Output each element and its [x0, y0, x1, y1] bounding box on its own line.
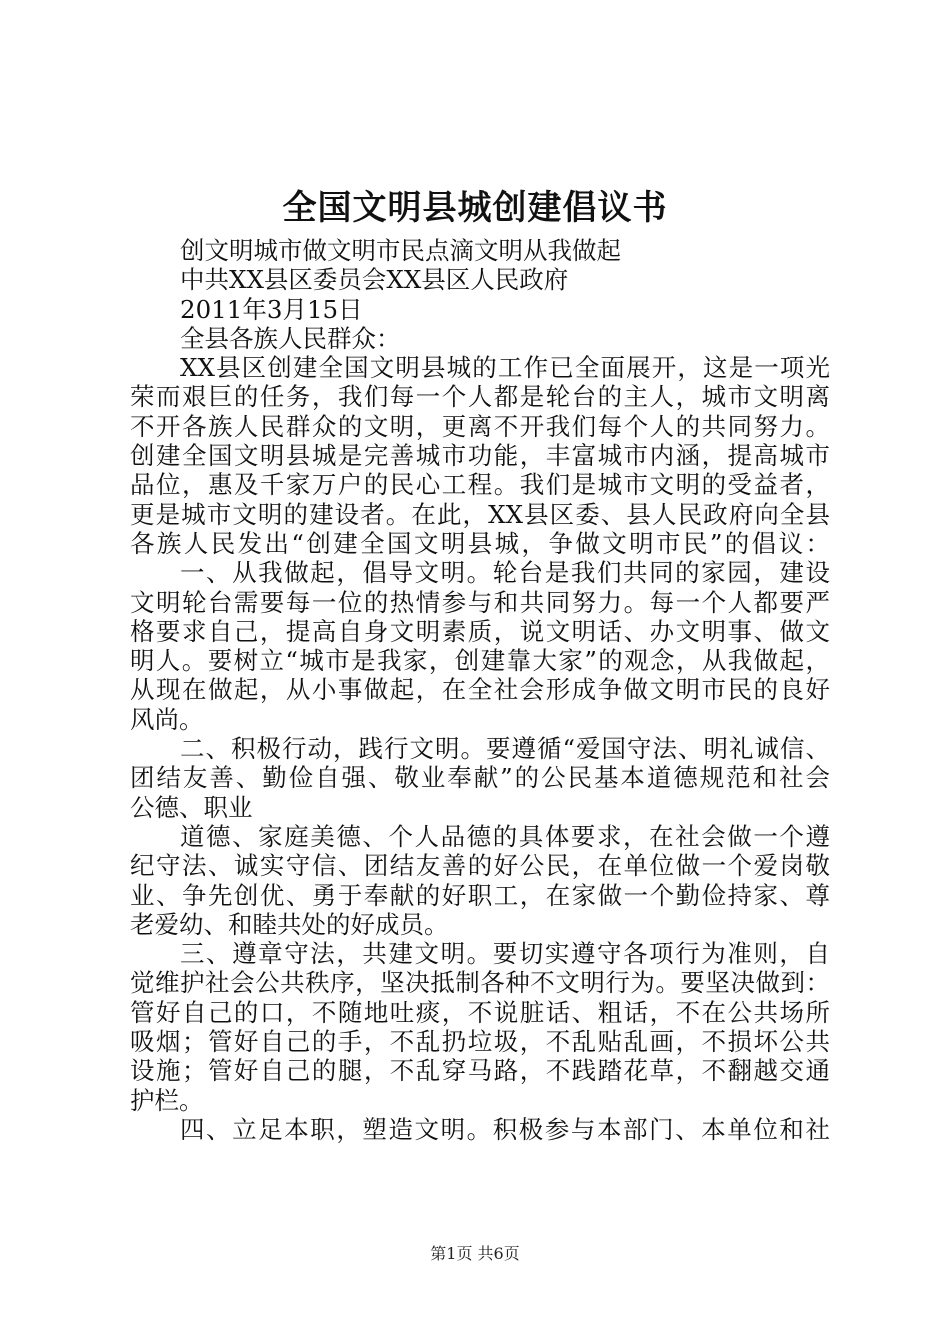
body-line: 2011年3月15日	[180, 294, 363, 324]
body-line: 三、遵章守法，共建文明。要切实遵守各项行为准则，自	[180, 939, 830, 969]
body-line: 从现在做起，从小事做起，在全社会形成争做文明市民的良好	[130, 675, 830, 705]
body-line: 风尚。	[130, 704, 204, 734]
body-line: 觉维护社会公共秩序，坚决抵制各种不文明行为。要坚决做到：	[130, 968, 830, 998]
document-title: 全国文明县城创建倡议书	[282, 188, 668, 228]
body-line: 创建全国文明县城是完善城市功能，丰富城市内涵，提高城市	[130, 441, 830, 471]
body-line: 更是城市文明的建设者。在此，XX县区委、县人民政府向全县	[130, 499, 830, 529]
body-line: 文明轮台需要每一位的热情参与和共同努力。每一个人都要严	[130, 587, 830, 617]
page-footer: 第1页 共6页	[430, 1244, 520, 1263]
body-line: 创文明城市做文明市民点滴文明从我做起	[180, 236, 621, 265]
document-body	[130, 236, 830, 1144]
body-line: 纪守法、诚实守信、团结友善的好公民，在单位做一个爱岗敬	[130, 851, 830, 881]
body-line: 团结友善、勤俭自强、敬业奉献”的公民基本道德规范和社会	[130, 763, 830, 793]
body-line: XX县区创建全国文明县城的工作已全面展开，这是一项光	[180, 353, 830, 383]
body-line: 不开各族人民群众的文明，更离不开我们每个人的共同努力。	[130, 411, 830, 441]
body-line: 二、积极行动，践行文明。要遵循“爱国守法、明礼诚信、	[180, 734, 830, 764]
body-line: 护栏。	[130, 1085, 204, 1115]
body-line: 中共XX县区委员会XX县区人民政府	[180, 265, 569, 295]
body-line: 品位，惠及千家万户的民心工程。我们是城市文明的受益者，	[130, 470, 830, 500]
body-line: 格要求自己，提高自身文明素质，说文明话、办文明事、做文	[130, 616, 830, 646]
body-line: 一、从我做起，倡导文明。轮台是我们共同的家园，建设	[180, 558, 830, 588]
body-line: 全县各族人民群众：	[180, 323, 401, 353]
body-line: 荣而艰巨的任务，我们每一个人都是轮台的主人，城市文明离	[130, 382, 830, 412]
body-line: 设施；管好自己的腿，不乱穿马路，不践踏花草，不翻越交通	[130, 1056, 830, 1086]
body-line: 公德、职业	[130, 792, 253, 822]
body-line: 管好自己的口，不随地吐痰，不说脏话、粗话，不在公共场所	[130, 997, 830, 1027]
body-line: 明人。要树立“城市是我家，创建靠大家”的观念，从我做起，	[130, 646, 830, 676]
body-line: 四、立足本职，塑造文明。积极参与本部门、本单位和社	[180, 1114, 830, 1144]
body-line: 业、争先创优、勇于奉献的好职工，在家做一个勤俭持家、尊	[130, 880, 830, 910]
body-line: 老爱幼、和睦共处的好成员。	[130, 909, 449, 939]
body-line: 各族人民发出“创建全国文明县城，争做文明市民”的倡议：	[130, 528, 830, 558]
body-line: 吸烟；管好自己的手，不乱扔垃圾，不乱贴乱画，不损坏公共	[130, 1027, 830, 1057]
body-line: 道德、家庭美德、个人品德的具体要求，在社会做一个遵	[180, 821, 830, 851]
